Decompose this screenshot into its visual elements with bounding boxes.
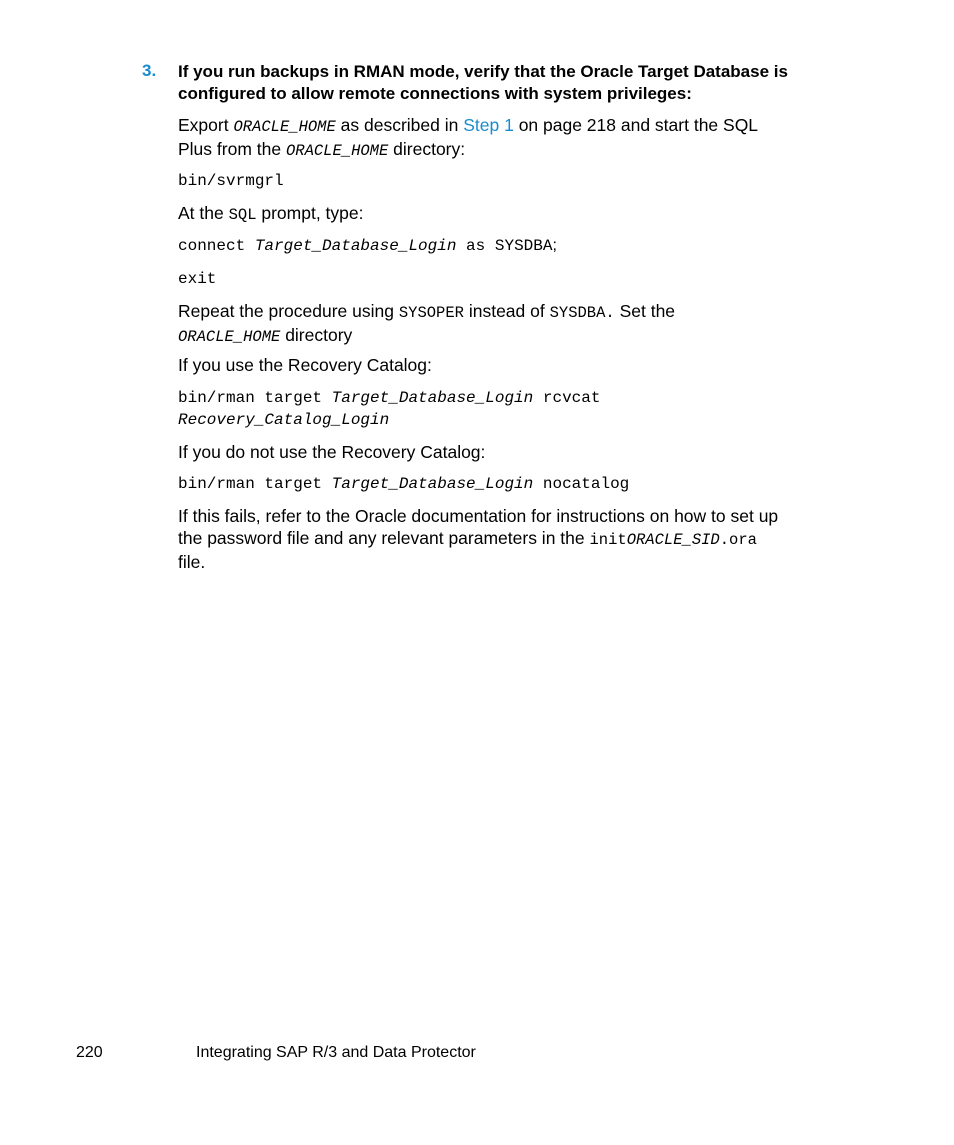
init-code: init xyxy=(589,531,627,549)
ora-ext-code: .ora xyxy=(719,531,757,549)
recovery-catalog-paragraph: If you use the Recovery Catalog: xyxy=(178,355,432,375)
step-1-link[interactable]: Step 1 xyxy=(463,115,514,135)
footer-page-number: 220 xyxy=(76,1044,103,1061)
fails-paragraph-line-2: the password file and any relevant parameters in the initORACLE_SID.ora xyxy=(178,528,757,549)
repeat-paragraph-line-2: ORACLE_HOME directory xyxy=(178,325,353,346)
sql-code: SQL xyxy=(228,206,257,224)
fails-paragraph xyxy=(178,505,788,573)
fails-paragraph-line-3: file. xyxy=(178,552,206,572)
code-svrmgrl: bin/svrmgrl xyxy=(178,172,284,190)
oracle-home-code: ORACLE_HOME xyxy=(233,118,336,136)
step-heading xyxy=(178,61,798,105)
export-paragraph xyxy=(178,114,788,162)
code-connect: connect Target_Database_Login as SYSDBA; xyxy=(178,237,557,255)
step-number: 3. xyxy=(142,61,157,80)
no-recovery-catalog-paragraph: If you do not use the Recovery Catalog: xyxy=(178,442,486,462)
oracle-home-code: ORACLE_HOME xyxy=(178,328,281,346)
repeat-paragraph xyxy=(178,300,788,348)
sysoper-code: SYSOPER xyxy=(398,304,464,322)
step-heading-line-1: If you run backups in RMAN mode, verify that the Oracle Target Database is xyxy=(178,62,788,81)
code-exit: exit xyxy=(178,270,217,288)
export-paragraph-line-1: Export ORACLE_HOME as described in Step 1 on page 218 and start the SQL xyxy=(178,115,759,136)
sql-prompt-paragraph: At the SQL prompt, type: xyxy=(178,203,364,224)
repeat-paragraph-line-1: Repeat the procedure using SYSOPER instead of SYSDBA. Set the xyxy=(178,301,676,322)
export-paragraph-line-2: Plus from the ORACLE_HOME directory: xyxy=(178,139,466,160)
step-heading-line-2: configured to allow remote connections with system privileges: xyxy=(178,84,692,103)
oracle-home-code: ORACLE_HOME xyxy=(285,142,389,160)
oracle-sid-code: ORACLE_SID xyxy=(626,531,720,549)
footer-title: Integrating SAP R/3 and Data Protector xyxy=(196,1044,476,1061)
code-rman-nocatalog: bin/rman target Target_Database_Login nocatalog xyxy=(178,475,630,493)
sysdba-code: SYSDBA. xyxy=(549,304,615,322)
code-rman-rcvcat: bin/rman target Target_Database_Login rcvcat Recovery_Catalog_Login xyxy=(178,389,601,429)
fails-paragraph-line-1: If this fails, refer to the Oracle documentation for instructions on how to set up xyxy=(178,506,779,526)
